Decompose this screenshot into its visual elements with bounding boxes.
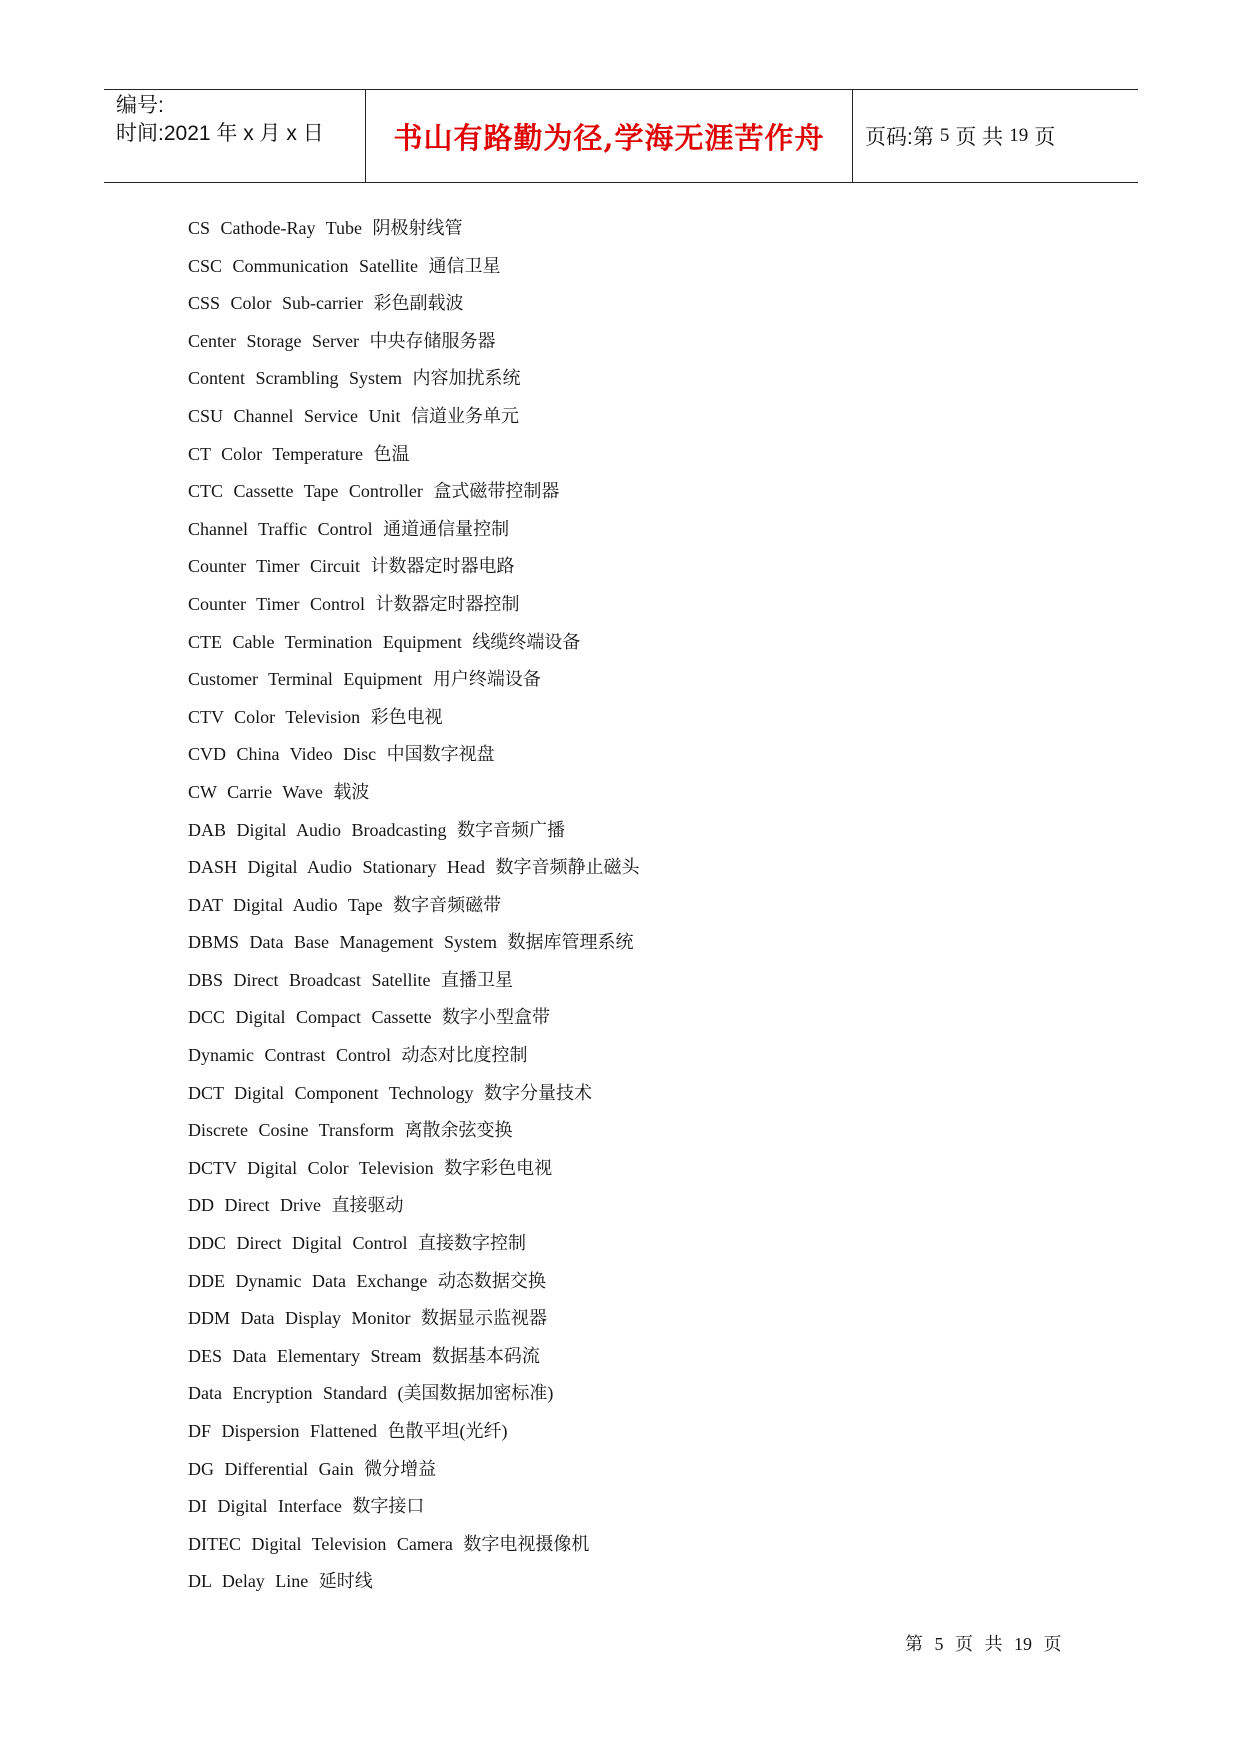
glossary-entry: DG Differential Gain 微分增益 bbox=[188, 1458, 437, 1479]
page-prefix: 页码:第 bbox=[865, 126, 934, 149]
glossary-entry: Discrete Cosine Transform 离散余弦变换 bbox=[188, 1120, 513, 1141]
glossary-list bbox=[188, 213, 1088, 1604]
page-current: 5 bbox=[939, 125, 950, 146]
glossary-entry: DF Dispersion Flattened 色散平坦(光纤) bbox=[188, 1421, 508, 1441]
page-mid: 页 共 bbox=[955, 126, 1004, 149]
glossary-entry: Dynamic Contrast Control 动态对比度控制 bbox=[188, 1045, 528, 1066]
glossary-entry: Center Storage Server 中央存储服务器 bbox=[188, 330, 496, 351]
glossary-entry: DBMS Data Base Management System 数据库管理系统 bbox=[188, 932, 634, 953]
glossary-entry: Counter Timer Circuit 计数器定时器电路 bbox=[188, 556, 515, 577]
glossary-entry: CSC Communication Satellite 通信卫星 bbox=[188, 255, 501, 276]
glossary-entry: DAB Digital Audio Broadcasting 数字音频广播 bbox=[188, 819, 565, 840]
page-total: 19 bbox=[1009, 125, 1029, 146]
glossary-entry: CSU Channel Service Unit 信道业务单元 bbox=[188, 405, 519, 426]
glossary-entry: DDE Dynamic Data Exchange 动态数据交换 bbox=[188, 1270, 546, 1291]
glossary-entry: CW Carrie Wave 载波 bbox=[188, 781, 370, 802]
glossary-entry: Channel Traffic Control 通道通信量控制 bbox=[188, 518, 510, 539]
glossary-entry: Data Encryption Standard (美国数据加密标准) bbox=[188, 1383, 554, 1404]
glossary-entry: DL Delay Line 延时线 bbox=[188, 1571, 373, 1592]
glossary-entry: DI Digital Interface 数字接口 bbox=[188, 1496, 425, 1517]
header-page-cell bbox=[853, 90, 1138, 182]
page-suffix: 页 bbox=[1034, 126, 1056, 149]
glossary-entry: DBS Direct Broadcast Satellite 直播卫星 bbox=[188, 969, 513, 990]
glossary-entry: CT Color Temperature 色温 bbox=[188, 443, 410, 464]
glossary-entry: DDM Data Display Monitor 数据显示监视器 bbox=[188, 1308, 547, 1329]
glossary-entry: DASH Digital Audio Stationary Head 数字音频静止磁头 bbox=[188, 857, 640, 878]
glossary-entry: DAT Digital Audio Tape 数字音频磁带 bbox=[188, 894, 502, 915]
glossary-entry: Customer Terminal Equipment 用户终端设备 bbox=[188, 669, 541, 690]
glossary-entry: DES Data Elementary Stream 数据基本码流 bbox=[188, 1345, 540, 1366]
glossary-entry: Content Scrambling System 内容加扰系统 bbox=[188, 368, 521, 389]
glossary-entry: CSS Color Sub-carrier 彩色副载波 bbox=[188, 293, 464, 314]
header-motto-cell bbox=[366, 90, 853, 182]
glossary-entry: CVD China Video Disc 中国数字视盘 bbox=[188, 744, 495, 765]
glossary-entry: CTE Cable Termination Equipment 线缆终端设备 bbox=[188, 631, 581, 652]
document-date: 时间:2021 年 x 月 x 日 bbox=[116, 122, 324, 145]
glossary-entry: DD Direct Drive 直接驱动 bbox=[188, 1195, 404, 1216]
glossary-entry: DDC Direct Digital Control 直接数字控制 bbox=[188, 1233, 526, 1254]
glossary-entry: CS Cathode-Ray Tube 阴极射线管 bbox=[188, 218, 463, 238]
glossary-entry: CTC Cassette Tape Controller 盒式磁带控制器 bbox=[188, 481, 560, 502]
document-number-label: 编号: bbox=[116, 94, 164, 117]
glossary-entry: DITEC Digital Television Camera 数字电视摄像机 bbox=[188, 1533, 590, 1554]
page-header bbox=[104, 89, 1138, 183]
glossary-entry: DCT Digital Component Technology 数字分量技术 bbox=[188, 1082, 593, 1103]
glossary-entry: DCTV Digital Color Television 数字彩色电视 bbox=[188, 1157, 553, 1178]
header-motto: 书山有路勤为径,学海无涯苦作舟 bbox=[393, 120, 825, 155]
glossary-entry: DCC Digital Compact Cassette 数字小型盒带 bbox=[188, 1007, 550, 1028]
header-meta-cell bbox=[104, 90, 366, 182]
glossary-entry: CTV Color Television 彩色电视 bbox=[188, 706, 443, 727]
page-footer: 第 5 页 共 19 页 bbox=[905, 1634, 1062, 1654]
glossary-entry: Counter Timer Control 计数器定时器控制 bbox=[188, 593, 520, 614]
